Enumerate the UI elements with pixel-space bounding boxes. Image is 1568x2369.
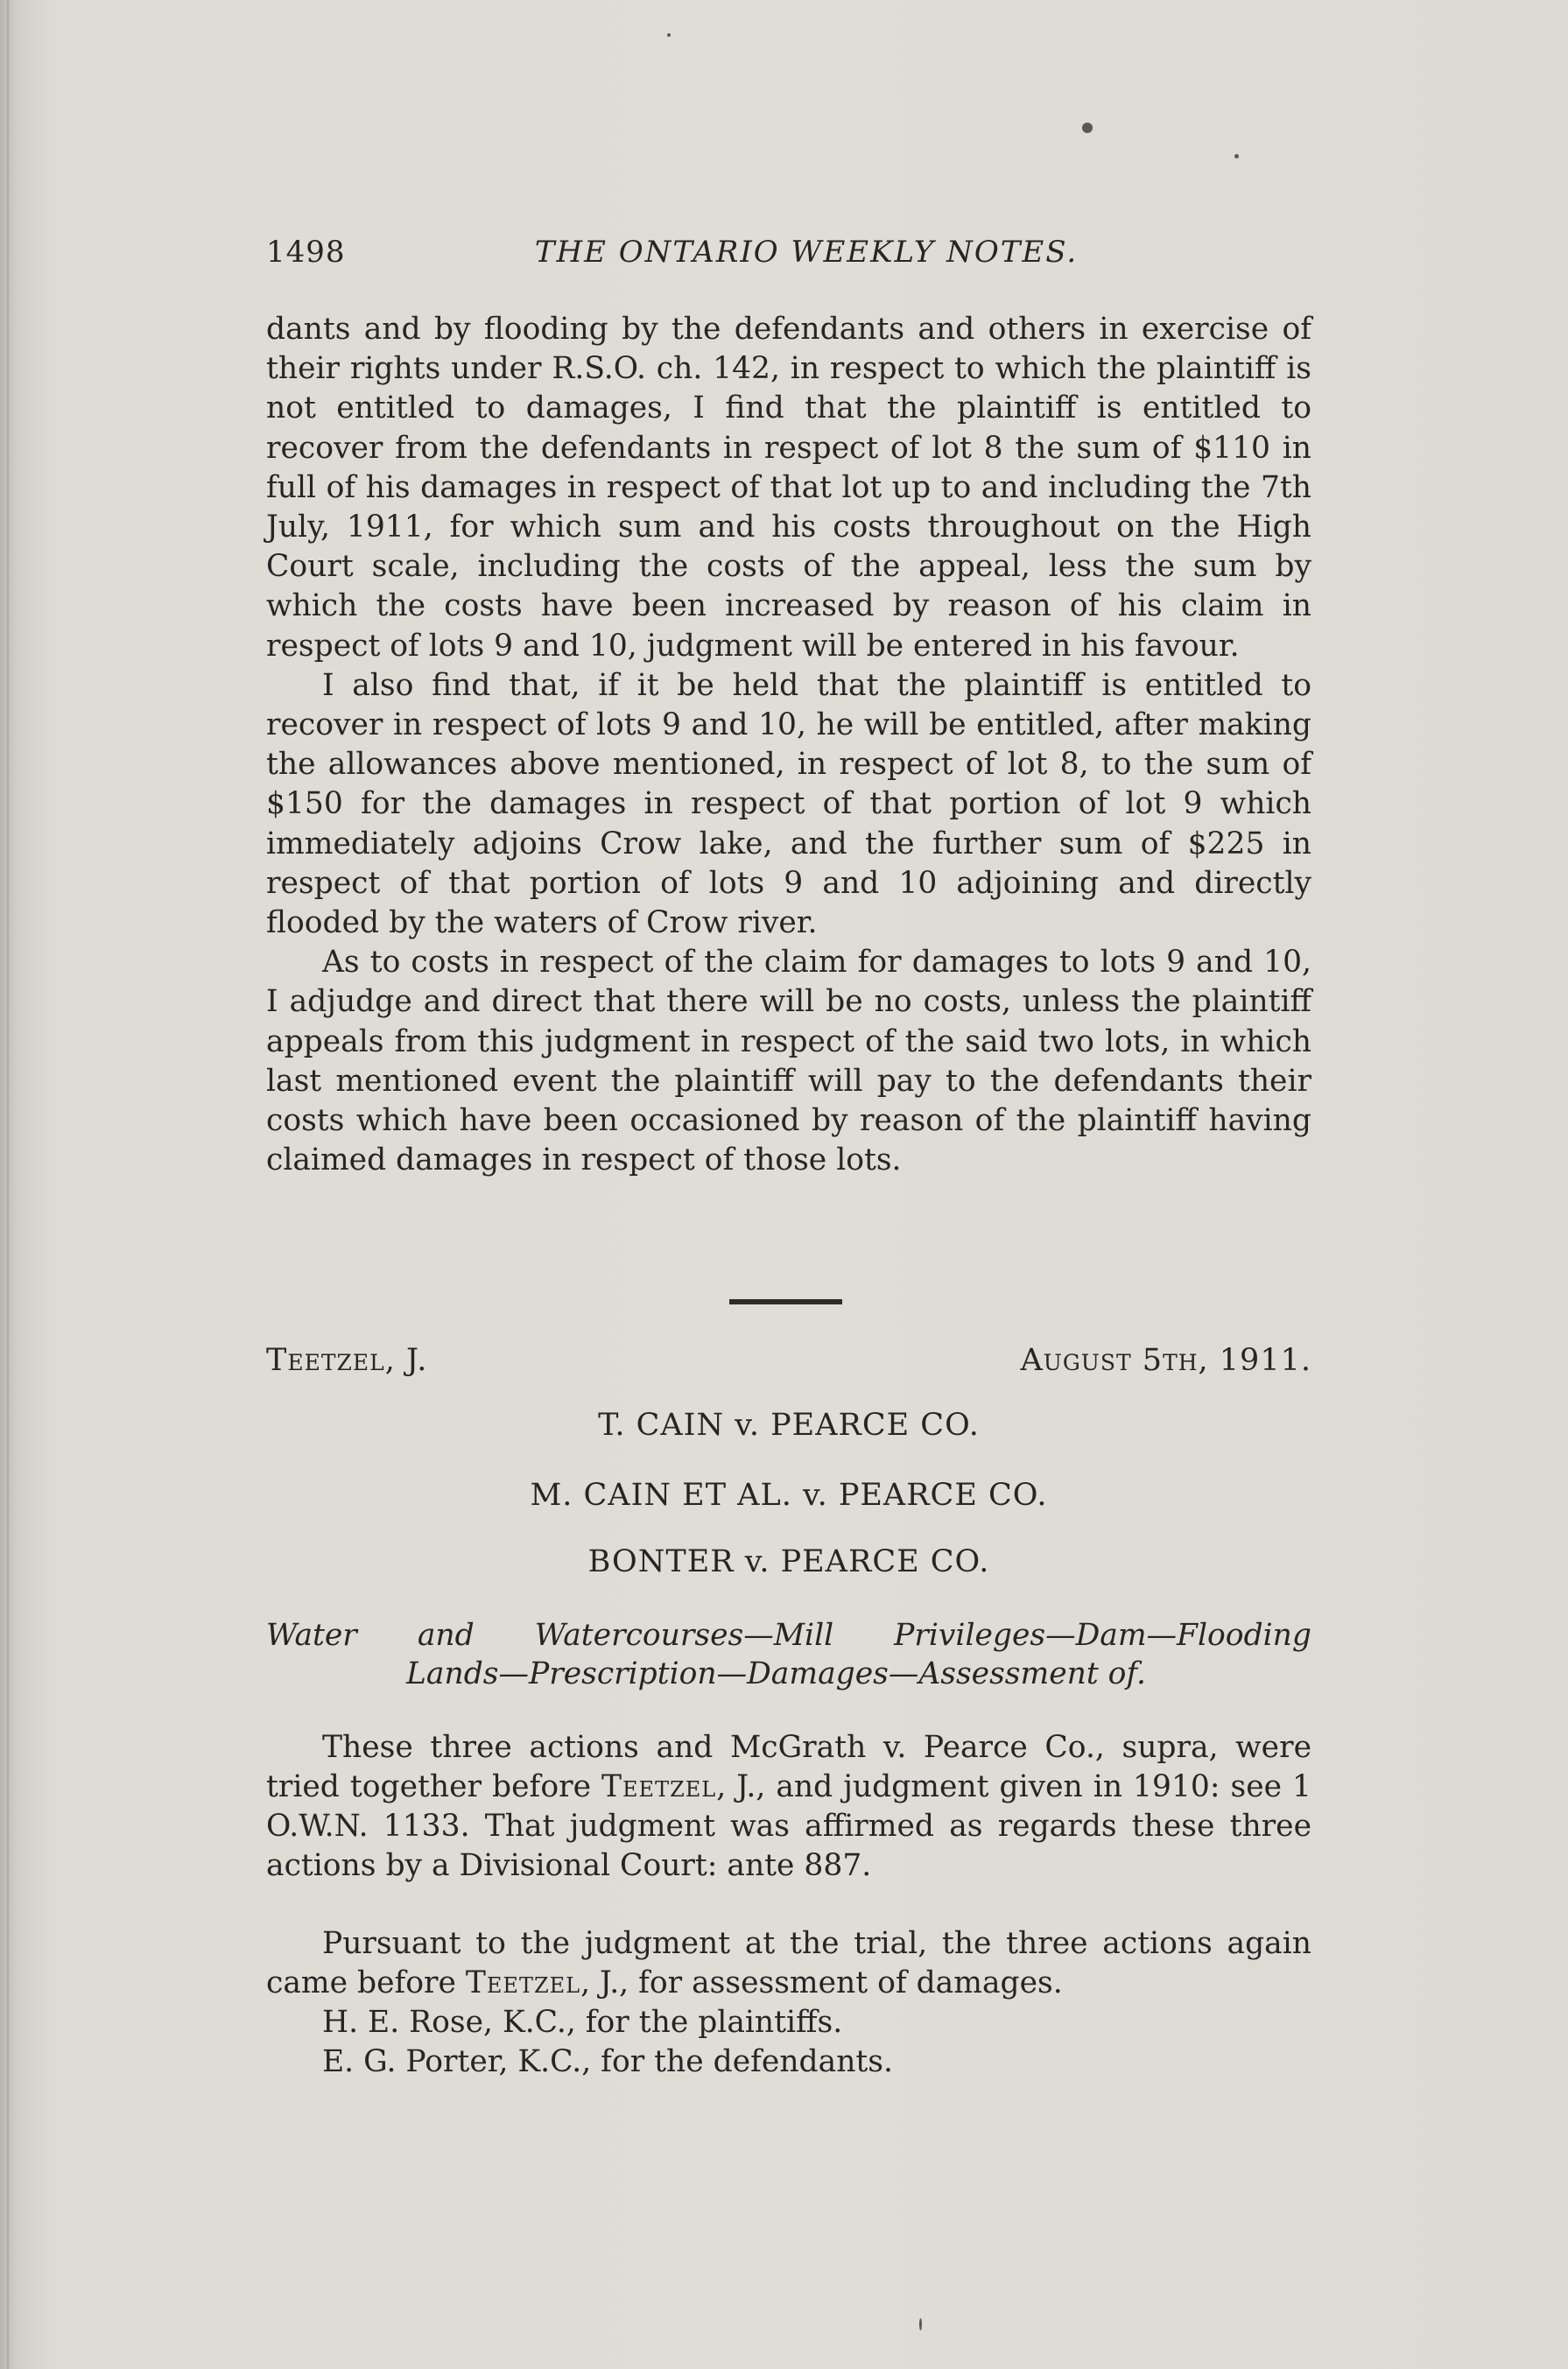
ink-speck [919,2318,922,2330]
intro-text-start: These three actions and McGrath v. Pearce Co., supra, were tried together before [266,1730,1311,1804]
pursuant-text-start: Pursuant to the judgment at the trial, the three actions again came before [266,1926,1311,2000]
page-edge-shadow [7,0,9,2369]
pursuant-text-end: , J., for assessment of damages. [580,1965,1063,2000]
case-title-3: BONTER v. PEARCE CO. [587,1544,990,1579]
paragraph-continuation: dants and by flooding by the defendants and others in exercise of their rights under R.S.O. ch. 142, in respect to which the plaintiff is not entitled to damages, I find that the plaintiff is entitled to recover from the defendants in respect of lot 8 the sum of $110 in full of his damages in respect of that lot up to and including the 7th July, 1911, for which sum and his costs throughout on the High Court scale, including the costs of the appeal, less the sum by which the costs have been increased by reason of his claim in respect of lots 9 and 10, judgment will be entered in his favour. [266,312,1311,664]
headnote-line-1: Water and Watercourses—Mill Privileges—Dam—Flooding [266,1618,1311,1653]
counsel-defendants: E. G. Porter, K.C., for the defendants. [322,2044,893,2079]
headnote-line-2: Lands—Prescription—Damages—Assessment of. [406,1656,1146,1691]
judge-name: Teetzel, J. [266,1343,428,1378]
intro-text-end: , J., and judgment given in 1910: see 1 O.W.N. 1133. That judgment was affirmed as regards these three actions by a Divisional Court: ante 887. [266,1769,1312,1883]
intro-paragraph [266,1728,1311,1886]
pursuant-paragraph [266,1924,1311,2003]
ink-speck [667,33,671,37]
pursuant-judge-name: Teetzel [465,1965,581,2000]
page-header [266,229,1311,282]
page-number: 1498 [266,235,346,270]
assessment-paragraph-block [266,1924,1311,2082]
case-title-2: M. CAIN ET AL. v. PEARCE CO. [530,1478,1048,1513]
ink-speck [1082,123,1093,133]
body-text [266,310,1311,1180]
counsel-plaintiffs: H. E. Rose, K.C., for the plaintiffs. [322,2005,843,2040]
judge-date-line [266,1343,1311,1387]
ink-speck [1234,154,1239,158]
headnote [266,1616,1311,1693]
paragraph-costs: As to costs in respect of the claim for damages to lots 9 and 10, I adjudge and direct that there will be no costs, unless the plaintiff appeals from this judgment in respect of the said two lots, in which last mentioned event the plaintiff will pay to the defendants their costs which have been occasioned by reason of the plaintiff having claimed damages in respect of those lots. [266,945,1311,1178]
decision-date: August 5th, 1911. [1020,1343,1311,1378]
intro-judge-name: Teetzel [601,1769,717,1804]
running-title: THE ONTARIO WEEKLY NOTES. [534,235,1079,270]
case-title-1: T. CAIN v. PEARCE CO. [598,1408,980,1443]
section-divider [729,1299,842,1304]
intro-paragraph-block [266,1728,1311,1886]
paragraph-lots-finding: I also find that, if it be held that the plaintiff is entitled to recover in respect of lots 9 and 10, he will be entitled, after making the allowances above mentioned, in respect of lot 8, to the sum of $150 for the damages in respect of that portion of lot 9 which immediately adjoins Crow lake, and the further sum of $225 in respect of that portion of lots 9 and 10 adjoining and directly flooded by the waters of Crow river. [266,667,1311,941]
